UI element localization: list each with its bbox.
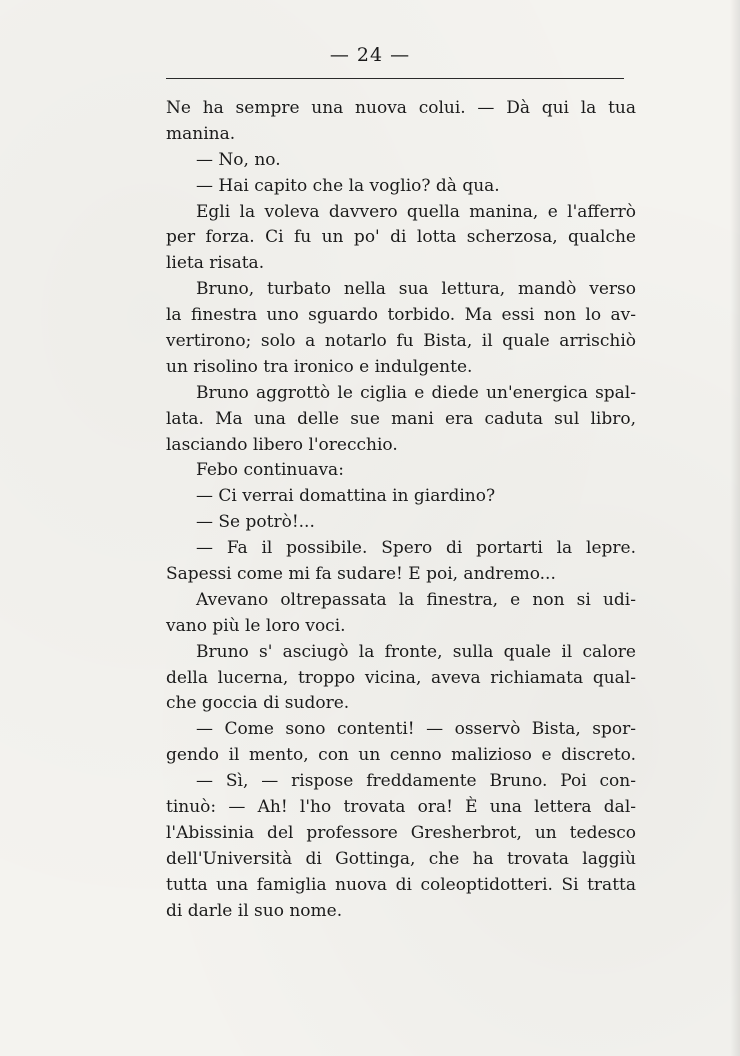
text-line: dell'Università di Gottinga, che ha trovata laggiù [166,848,636,869]
text-line: Bruno s' asciugò la fronte, sulla quale il calore [196,641,636,662]
body-text [166,96,636,925]
text-line: Sapessi come mi fa sudare! E poi, andremo... [166,564,556,585]
text-line: — Se potrò!... [196,512,315,533]
text-line: — Ci verrai domattina in giardino? [196,486,496,507]
text-line: tutta una famiglia nuova di coleoptidotteri. Si tratta [166,874,636,895]
text-line: Egli la voleva davvero quella manina, e l'afferrò [196,201,636,222]
page-edge-shadow [730,0,740,1056]
text-line: per forza. Ci fu un po' di lotta scherzosa, qualche [166,227,636,248]
text-line: — Hai capito che la voglio? dà qua. [196,175,500,196]
text-line: lata. Ma una delle sue mani era caduta sul libro, [166,408,636,429]
text-line: lieta risata. [166,253,265,274]
text-line: che goccia di sudore. [166,693,350,714]
text-line: Bruno aggrottò le ciglia e diede un'energica spal- [196,382,636,403]
text-line: gendo il mento, con un cenno malizioso e discreto. [166,745,636,766]
text-line: la finestra uno sguardo torbido. Ma essi non lo av- [166,305,636,326]
text-line: Febo continuava: [196,460,344,481]
text-line: — No, no. [196,149,281,170]
text-line: Ne ha sempre una nuova colui. — Dà qui la tua [166,98,636,118]
text-line: — Come sono contenti! — osservò Bista, spor- [196,719,636,740]
page-number: — 24 — [329,44,411,66]
text-line: — Sì, — rispose freddamente Bruno. Poi con- [196,771,636,792]
text-line: tinuò: — Ah! l'ho trovata ora! È una lettera dal- [166,797,636,818]
text-line: Bruno, turbato nella sua lettura, mandò verso [196,279,636,300]
text-line: vano più le loro voci. [166,615,346,636]
text-line: vertirono; solo a notarlo fu Bista, il quale arrischiò [166,331,636,352]
header-rule [166,78,624,79]
text-line: — Fa il possibile. Spero di portarti la lepre. [196,538,636,559]
text-line: lasciando libero l'orecchio. [166,434,398,455]
text-line: un risolino tra ironico e indulgente. [166,356,473,377]
text-line: manina. [166,123,236,144]
text-line: della lucerna, troppo vicina, aveva richiamata qual- [166,667,636,688]
text-line: Avevano oltrepassata la finestra, e non si udi- [196,589,636,610]
text-line: di darle il suo nome. [166,900,343,921]
text-line: l'Abissinia del professore Gresherbrot, un tedesco [166,822,636,843]
